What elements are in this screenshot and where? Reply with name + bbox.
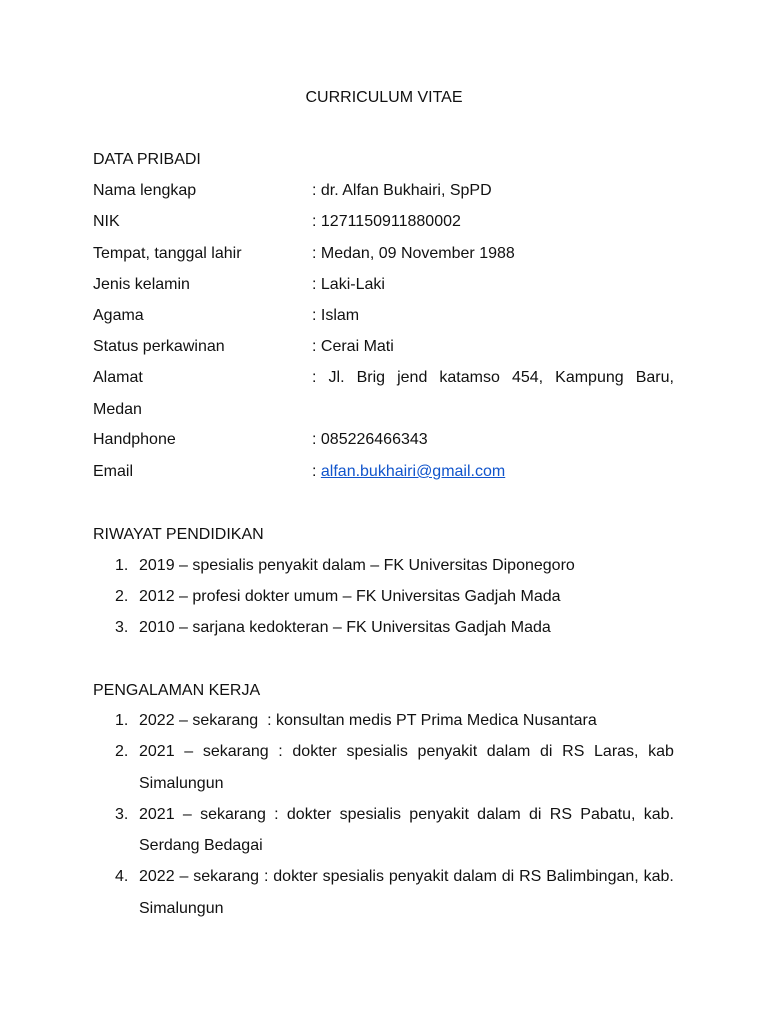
justified-word: penyakit [388,868,449,885]
email-link[interactable]: alfan.bukhairi@gmail.com [320,463,506,480]
justified-word: Kampung [555,369,624,386]
justified-word: RS [562,743,585,760]
work-item [139,805,674,825]
education-item: 2010 – sarjana kedokteran – FK Universitas Gadjah Mada [139,619,551,636]
justified-word: kab. [643,868,674,885]
work-item [139,742,674,762]
field-label-name: Nama lengkap [93,182,197,199]
justified-word: dokter [273,868,318,885]
justified-word: : [312,369,317,386]
work-item-continued: Serdang Bedagai [139,837,263,854]
justified-word: jend [397,369,428,386]
field-value-nik: : 1271150911880002 [312,213,461,230]
justified-word: di [529,806,542,823]
justified-word: Brig [356,369,386,386]
field-label-address: Alamat [93,369,143,386]
field-label-gender: Jenis kelamin [93,276,190,293]
field-value-religion: : Islam [312,307,360,324]
field-label-email: Email [93,463,134,480]
justified-word: penyakit [417,743,478,760]
justified-word: di [540,743,553,760]
field-value-phone: : 085226466343 [312,431,428,448]
justified-word: dokter [292,743,337,760]
email-prefix: : [312,463,321,480]
justified-word: kab [648,743,674,760]
field-label-nik: NIK [93,213,120,230]
education-item: 2019 – spesialis penyakit dalam – FK Universitas Diponegoro [139,557,575,574]
justified-word: sekarang [200,806,266,823]
work-item-continued: Simalungun [139,900,224,917]
section-heading-work: PENGALAMAN KERJA [93,682,261,699]
justified-word: : [278,743,283,760]
justified-word: : [263,868,269,885]
section-heading-education: RIWAYAT PENDIDIKAN [93,526,264,543]
justified-word: spesialis [322,868,384,885]
justified-word: Laras, [594,743,639,760]
work-item-number: 3. [115,806,129,823]
field-value-birth: : Medan, 09 November 1988 [312,245,515,262]
field-label-marital: Status perkawinan [93,338,225,355]
justified-word: Pabatu, [580,806,636,823]
justified-word: sekarang [202,743,269,760]
field-value-marital: : Cerai Mati [312,338,394,355]
justified-word: – [184,743,194,760]
work-item-number: 4. [115,868,129,885]
justified-word: RS [519,868,542,885]
work-item [139,867,674,887]
justified-word: 454, [511,369,544,386]
justified-word: dalam [477,806,521,823]
field-value-email [312,462,505,482]
work-item-continued: Simalungun [139,775,224,792]
justified-word: katamso [439,369,500,386]
education-item-number: 1. [115,557,129,574]
justified-word: – [179,868,189,885]
justified-word: : [274,806,279,823]
field-label-religion: Agama [93,307,144,324]
field-label-phone: Handphone [93,431,176,448]
justified-word: RS [549,806,572,823]
field-value-address-continued: Medan [93,401,142,418]
document-title: CURRICULUM VITAE [305,89,463,106]
justified-word: 2022 [139,868,175,885]
justified-word: di [501,868,515,885]
justified-word: – [182,806,192,823]
field-value-gender: : Laki-Laki [312,276,385,293]
education-item: 2012 – profesi dokter umum – FK Universitas Gadjah Mada [139,588,561,605]
justified-word: sekarang [193,868,260,885]
field-value-address [312,368,674,388]
education-item-number: 3. [115,619,129,636]
work-item-number: 1. [115,712,129,729]
justified-word: penyakit [409,806,469,823]
field-value-name: : dr. Alfan Bukhairi, SpPD [312,182,492,199]
justified-word: 2021 [139,806,175,823]
justified-word: spesialis [339,806,402,823]
justified-word: dalam [486,743,531,760]
justified-word: kab. [643,806,674,823]
education-item-number: 2. [115,588,129,605]
justified-word: dalam [453,868,497,885]
work-item: 2022 – sekarang : konsultan medis PT Prima Medica Nusantara [139,712,597,729]
justified-word: Jl. [328,369,345,386]
section-heading-personal: DATA PRIBADI [93,151,201,168]
work-item-number: 2. [115,743,129,760]
field-label-birth: Tempat, tanggal lahir [93,245,242,262]
justified-word: dokter [286,806,332,823]
justified-word: Baru, [635,369,674,386]
justified-word: Balimbingan, [546,868,639,885]
justified-word: 2021 [139,743,175,760]
justified-word: spesialis [346,743,408,760]
